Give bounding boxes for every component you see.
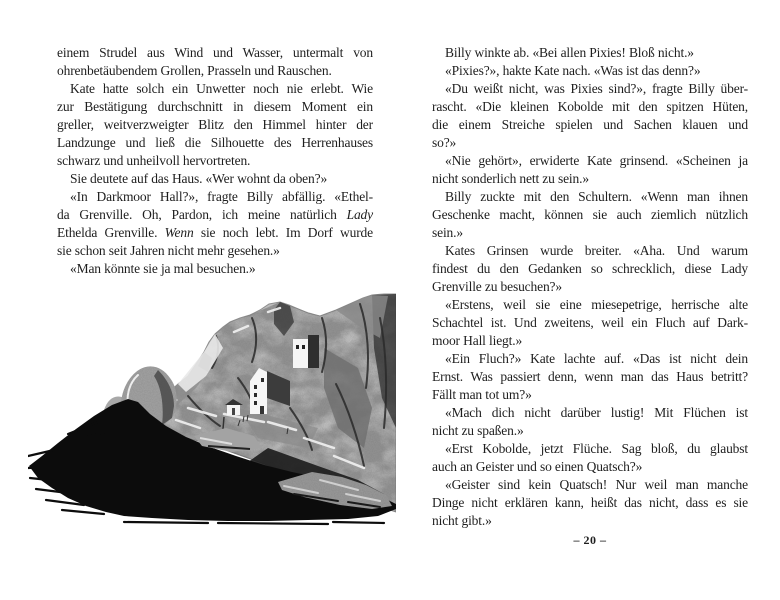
text-line: auch an Geister und so einen Quatsch?» bbox=[432, 459, 643, 474]
text-line: zur Bestätigung durchschnitt in diesem Moment ein bbox=[57, 99, 373, 114]
tower-white-face bbox=[293, 339, 308, 368]
right-page-text bbox=[432, 44, 748, 530]
text-line: Geschenke macht, können sie auch ziemlich nützlich bbox=[432, 207, 748, 222]
text-line: «Pixies?», hakte Kate nach. «Was ist das denn?» bbox=[445, 63, 701, 78]
tower-dark-wing bbox=[308, 335, 319, 368]
text-line: rascht. «Die kleinen Kobolde mit den spitzen Hüten, bbox=[432, 99, 748, 114]
text-line: nicht zu spaßen.» bbox=[432, 423, 524, 438]
text-line: ohrenbetäubendem Grollen, Prasseln und Rauschen. bbox=[57, 63, 332, 78]
cliff-illustration bbox=[28, 288, 396, 558]
text-line: sein.» bbox=[432, 225, 463, 240]
text-line: Billy winkte ab. «Bei allen Pixies! Bloß nicht.» bbox=[445, 45, 694, 60]
text-line: nicht sonderlich nett zu sein.» bbox=[432, 171, 589, 186]
text-line: Kates Grinsen wurde breiter. «Aha. Und warum bbox=[445, 243, 748, 258]
text-line: Ernst. Was passiert denn, wenn man das Haus betritt? bbox=[432, 369, 748, 384]
text-line: schwarz und unheilvoll hervortreten. bbox=[57, 153, 251, 168]
text-line: nicht gibt.» bbox=[432, 513, 492, 528]
text-line: da Grenville. Oh, Pardon, ich meine natürlich Lady bbox=[57, 207, 373, 222]
text-line: Billy zuckte mit den Schultern. «Wenn man ihnen bbox=[445, 189, 748, 204]
text-line: Kate hatte solch ein Unwetter noch nie erlebt. Wie bbox=[70, 81, 373, 96]
text-line: «Ein Fluch?» Kate lachte auf. «Das ist nicht dein bbox=[445, 351, 748, 366]
page-number: – 20 – bbox=[573, 533, 607, 547]
text-line: «Erst Kobolde, jetzt Flüche. Sag bloß, du glaubst bbox=[445, 441, 748, 456]
text-line: «In Darkmoor Hall?», fragte Billy abfällig. «Ethel- bbox=[70, 189, 373, 204]
text-line: Ethelda Grenville. Wenn sie noch lebt. Im Dorf wurde bbox=[57, 225, 373, 240]
text-line: so?» bbox=[432, 135, 457, 150]
text-line: «Du weißt nicht, was Pixies sind?», fragte Billy über- bbox=[445, 81, 748, 96]
text-line: findest du den Gedanken so schrecklich, diese Lady bbox=[432, 261, 748, 276]
text-line: einem Strudel aus Wind und Wasser, untermalt von bbox=[57, 45, 373, 60]
text-line: Landzunge und ließ die Silhouette des Herrenhauses bbox=[57, 135, 373, 150]
text-line: moor Hall liegt.» bbox=[432, 333, 523, 348]
text-line: Sie deutete auf das Haus. «Wer wohnt da oben?» bbox=[70, 171, 328, 186]
text-line: Schachtel ist. Und zweitens, weil ein Fluch auf Dark- bbox=[432, 315, 748, 330]
text-line: «Erstens, weil sie eine miesepetrige, herrische alte bbox=[445, 297, 748, 312]
cliff-illustration-svg bbox=[28, 288, 396, 558]
text-line: sie schon seit Jahren nicht mehr gesehen.» bbox=[57, 243, 280, 258]
text-line: «Man könnte sie ja mal besuchen.» bbox=[70, 261, 256, 276]
text-line: Dinge nicht erklären kann, heißt das nicht, dass es sie bbox=[432, 495, 748, 510]
text-line: «Nie gehört», erwiderte Kate grinsend. «Scheinen ja bbox=[445, 153, 748, 168]
text-line: «Mach dich nicht darüber lustig! Mit Flüchen ist bbox=[445, 405, 748, 420]
text-line: Fällt man tot um?» bbox=[432, 387, 532, 402]
text-line: greller, weitverzweigter Blitz den Himmel hinter der bbox=[57, 117, 373, 132]
text-line: die einem Streiche spielen und Sachen klauen und bbox=[432, 117, 748, 132]
text-line: «Geister sind kein Quatsch! Nur weil man manche bbox=[445, 477, 748, 492]
left-page-text bbox=[57, 44, 373, 278]
text-line: Grenville zu besuchen?» bbox=[432, 279, 562, 294]
